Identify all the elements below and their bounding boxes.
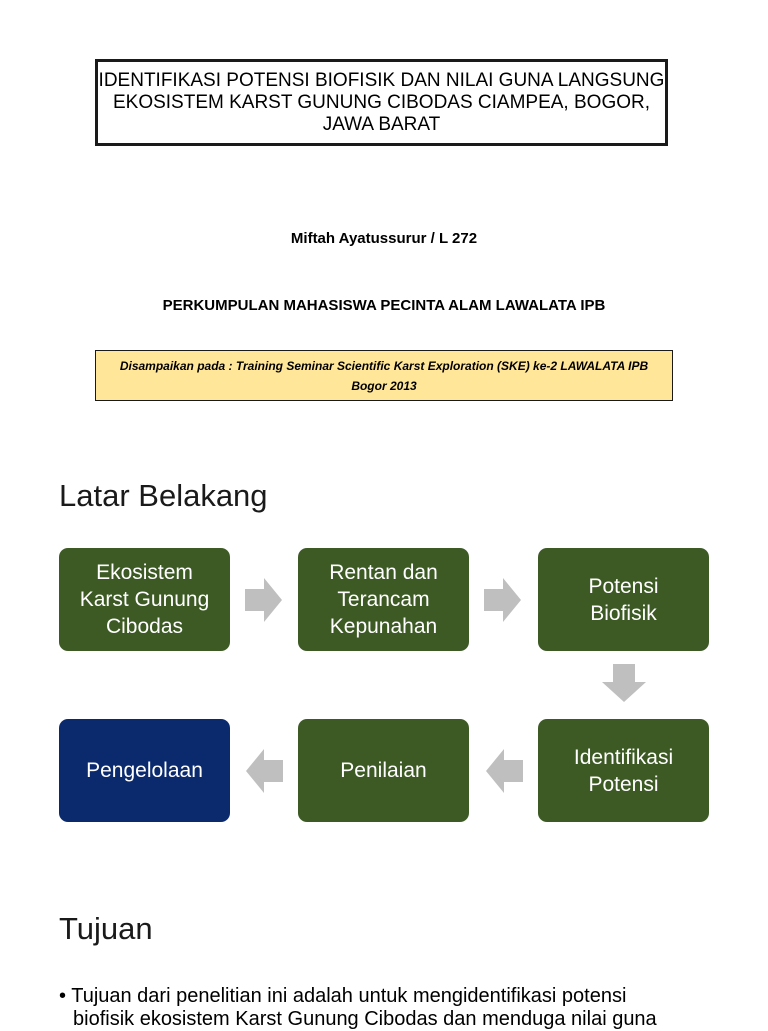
section-heading-objective: Tujuan [59,911,153,946]
flow-box-text: Terancam [337,588,430,611]
flow-box-text: Potensi [588,772,659,796]
presented-line-1: Disampaikan pada : Training Seminar Scientific Karst Exploration (SKE) ke-2 LAWALATA IPB [119,358,649,373]
flow-box-text: Pengelolaan [86,759,203,782]
flow-box-text: Ekosistem [96,561,193,584]
flow-box-text: Cibodas [105,615,184,638]
flow-box-text: Rentan dan [329,561,438,584]
title-line-2: EKOSISTEM KARST GUNUNG CIBODAS CIAMPEA, BOGOR, [112,91,651,113]
presented-at-box [95,350,673,401]
flow-box-text: Biofisik [590,601,657,625]
arrow-left-icon [486,749,524,793]
objective-bullet [59,984,626,1008]
section-heading-background: Latar Belakang [59,478,268,513]
arrow-left-icon [246,749,284,793]
title-line-3: JAWA BARAT [322,113,441,135]
flow-box-vulnerable [298,548,469,651]
arrow-right-icon [245,578,283,622]
flow-box-identification [538,719,709,822]
organization-name: PERKUMPULAN MAHASISWA PECINTA ALAM LAWALATA IPB [162,297,606,314]
arrow-right-icon [484,578,522,622]
bullet-marker: • [59,985,67,1007]
title-line-1: IDENTIFIKASI POTENSI BIOFISIK DAN NILAI GUNA LANGSUNG [98,69,665,91]
flow-box-assessment [298,719,469,822]
document-title-box [95,59,668,146]
flow-box-ecosystem [59,548,230,651]
flow-box-management [59,719,230,822]
flow-box-biophysical-potential [538,548,709,651]
objective-text-line-2: biofisik ekosistem Karst Gunung Cibodas dan menduga nilai guna [73,1008,657,1030]
flow-box-text: Karst Gunung [79,588,210,611]
flow-box-text: Kepunahan [329,615,438,638]
flow-box-text: Identifikasi [573,745,674,769]
author-name: Miftah Ayatussurur / L 272 [290,230,478,247]
flow-box-text: Potensi [588,574,659,598]
presented-line-2: Bogor 2013 [351,378,417,393]
flow-box-text: Penilaian [340,759,427,782]
objective-text-line-1: Tujuan dari penelitian ini adalah untuk mengidentifikasi potensi [71,985,627,1007]
arrow-down-icon [602,664,646,702]
